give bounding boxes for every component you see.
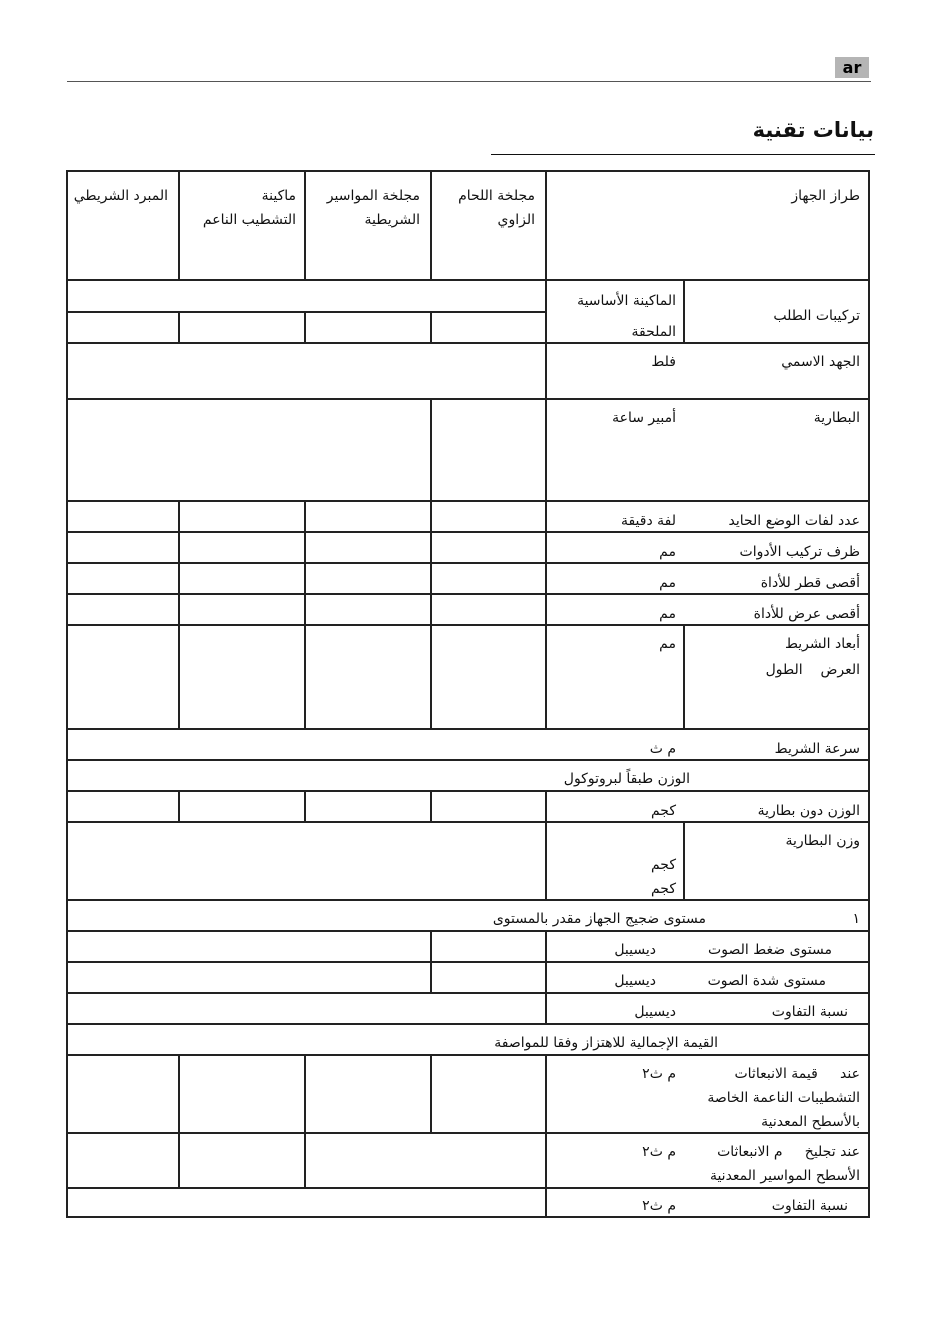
tool-width-label: أقصى عرض للأداة [753,606,860,622]
col-belt-file: المبرد الشريطي [73,188,168,204]
col-divider [304,1054,306,1133]
order-numbers-label: تركيبات الطلب [773,308,860,324]
ms2-unit: م ث٢ [642,1144,676,1160]
col-finishing-machine: ماكينة التشطيب الناعم [202,188,296,228]
page-title: بيانات تقنية [752,118,874,142]
col-divider [545,1054,547,1218]
col-divider [430,930,432,993]
col-divider [683,279,685,343]
col-divider [545,279,547,399]
mm-unit: مم [659,575,676,591]
tool-diameter-label: أقصى قطر للأداة [760,575,860,591]
col-divider [545,821,547,900]
base-machine-label: الماكينة الأساسية [577,293,676,309]
sound-power-label: مستوى شدة الصوت [707,973,826,989]
col-divider [430,311,432,343]
col-divider [430,1054,432,1133]
db-unit: ديسيبل [634,1004,676,1020]
col-divider [304,172,306,279]
col-divider [430,398,432,501]
row-divider [68,1054,870,1056]
battery-weight-label: وزن البطارية [785,833,860,849]
col-divider [178,1132,180,1188]
col-divider [683,821,685,900]
row-divider [68,899,870,901]
model-label: طراز الجهاز [791,188,860,204]
col-divider [304,790,306,822]
col-divider [545,790,547,822]
rated-voltage-label: الجهد الاسمي [781,354,860,370]
mm-unit: مم [659,636,676,652]
col-divider [430,172,432,279]
row-divider [68,728,870,730]
kg-unit: كجم [650,857,676,873]
col-divider [178,172,180,279]
col-divider [304,500,306,729]
col-divider [178,311,180,343]
ms-unit: م ث [649,741,676,757]
vibration-title: القيمة الإجمالية للاهتزاز وفقا للمواصفة [494,1035,718,1051]
vib-fine-finish-label: عند قيمة الانبعاثات التشطيبات الناعمة الخاصة بالأسطح المعدنية [707,1066,860,1130]
col-divider [545,500,547,729]
row-divider [68,759,870,761]
col-divider [304,311,306,343]
db-unit: ديسيبل [614,942,656,958]
language-badge: ar [835,57,869,78]
volt-unit: فلط [651,354,676,370]
mm-unit: مم [659,544,676,560]
row-divider [68,593,870,595]
row-divider [68,1023,870,1025]
row-divider [68,398,870,400]
rpm-unit: لفة دقيقة [620,513,676,529]
col-divider [430,790,432,822]
ms2-unit: م ث٢ [642,1198,676,1214]
db-unit: ديسيبل [614,973,656,989]
uncertainty-vib-label: نسبة التفاوت [771,1198,848,1214]
noise-index: ١ [852,911,860,927]
ah-unit: أمبير ساعة [612,410,676,426]
title-underline [491,154,875,155]
noise-title: مستوى ضجيج الجهاز مقدر بالمستوى [492,911,706,927]
col-divider [545,930,547,1024]
row-divider [68,500,870,502]
row-divider [68,821,870,823]
row-divider [68,342,870,344]
belt-dims-sub-label: العرض الطول [765,662,860,678]
technical-data-table [66,170,870,1218]
col-divider [178,1054,180,1133]
col-divider [178,790,180,822]
idle-speed-label: عدد لفات الوضع الحايد [728,513,860,529]
vib-pipe-label: عند تجليخ م الانبعاثات الأسطح المواسير المعدنية [709,1144,860,1184]
battery-label: البطارية [813,410,860,426]
belt-speed-label: سرعة الشريط [774,741,860,757]
weight-no-battery-label: الوزن دون بطارية [757,803,860,819]
col-divider [430,500,432,729]
kg-unit: كجم [650,881,676,897]
kg-unit: كجم [650,803,676,819]
col-divider [683,624,685,729]
row-divider [68,790,870,792]
col-angle-grinder: مجلخة اللحام الزاوي [458,188,535,228]
row-divider [68,624,870,626]
row-divider [68,930,870,932]
col-divider [304,1132,306,1188]
row-divider [68,279,870,281]
belt-dims-label: أبعاد الشريط [784,636,860,652]
col-pipe-belt-grinder: مجلخة المواسير الشريطية [326,188,420,228]
weight-procedure-label: الوزن طبقاً لبروتوكول [563,771,690,787]
col-divider [545,172,547,279]
header-rule [67,81,871,82]
accessory-label: الملحقة [631,324,676,340]
mm-unit: مم [659,606,676,622]
row-divider [68,311,546,313]
tool-mount-label: ظرف تركيب الأدوات [739,544,860,560]
col-divider [545,398,547,501]
uncertainty-db-label: نسبة التفاوت [771,1004,848,1020]
ms2-unit: م ث٢ [642,1066,676,1082]
col-divider [178,500,180,729]
sound-pressure-label: مستوى ضغط الصوت [708,942,832,958]
